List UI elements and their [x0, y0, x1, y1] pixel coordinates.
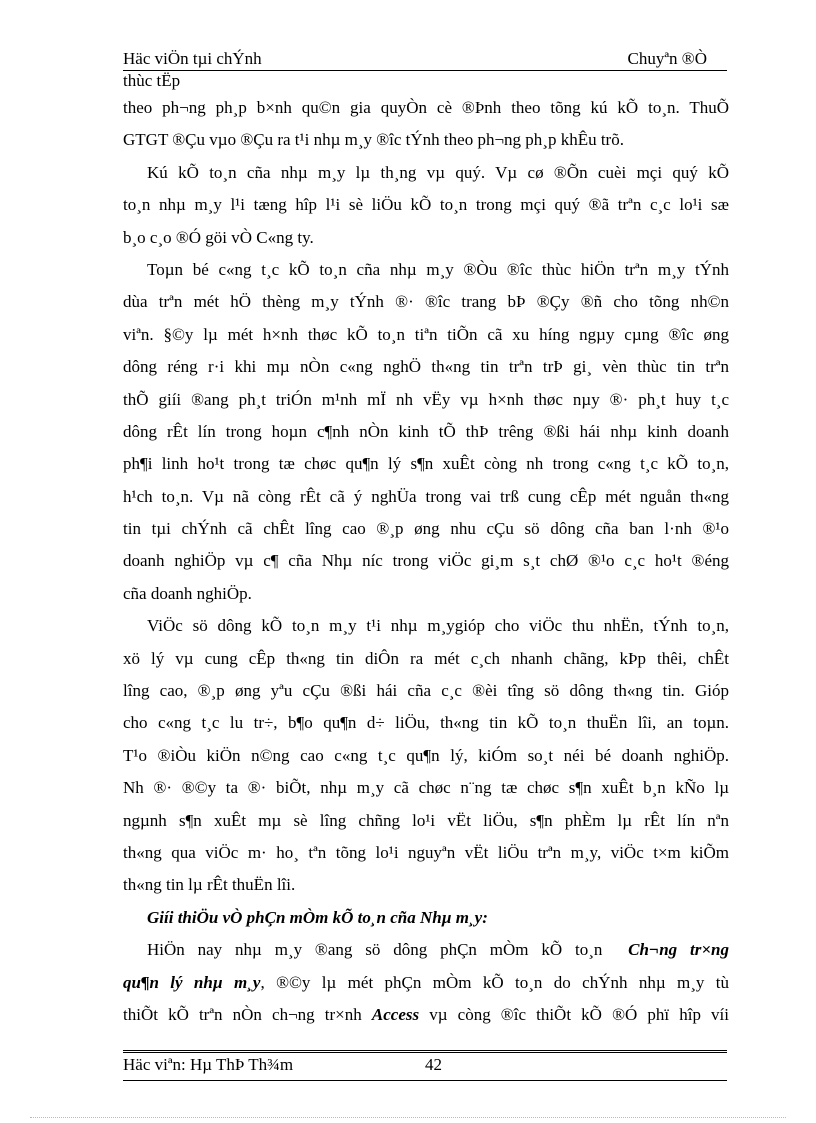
body-line: dùa trªn mét hÖ thèng m¸y tÝnh ®· ®îc trang bÞ ®Çy ®ñ cho tõng nh©n — [123, 292, 729, 312]
body-line: ph¶i linh ho¹t trong tæ chøc qu¶n lý s¶n xuÊt còng nh trong c«ng t¸c kÕ to¸n, — [123, 454, 729, 474]
section-heading: Giíi thiÖu vÒ phÇn mÒm kÕ to¸n cña Nhµ m¸y: — [147, 907, 488, 927]
body-line: xö lý vµ cung cÊp th«ng tin diÔn ra mét c¸ch nhanh chãng, kÞp thêi, chÊt — [123, 648, 729, 668]
body-line: dông rÊt lín trong hoµn c¶nh nÒn kinh tÕ thÞ trêng ®ßi hái nhµ kinh doanh — [123, 421, 729, 441]
body-line: viªn. §©y lµ mét h×nh thøc kÕ to¸n tiªn tiÕn cã xu híng ngµy cµng ®îc øng — [123, 324, 729, 344]
body-line: lîng cao, ®¸p øng yªu cÇu ®ßi hái cña c¸c ®èi tîng sö dông th«ng tin. Gióp — [123, 681, 729, 701]
software-name-part-2: qu¶n lý nhµ m¸y — [123, 972, 261, 992]
body-line — [123, 934, 729, 966]
body-text: , ®©y lµ mét phÇn mÒm kÕ to¸n do chÝnh nhµ m¸y tù — [260, 972, 729, 992]
body-line: th«ng qua viÖc m· ho¸ tªn tõng lo¹i nguyªn vËt liÖu trªn m¸y, viÖc t×m kiÕm — [123, 842, 729, 862]
body-text: vµ còng ®îc thiÕt kÕ ®Ó phï hîp víi — [429, 1004, 729, 1024]
page-footer — [123, 1054, 727, 1076]
body-line: doanh nghiÖp vµ c¶ cña Nhµ níc trong viÖc gi¸m s¸t chØ ®¹o c¸c ho¹t ®éng — [123, 551, 729, 571]
body-line: h¹ch to¸n. Vµ nã còng rÊt cã ý nghÜa trong vai trß cung cÊp mét nguån th«ng — [123, 486, 729, 506]
body-line — [123, 967, 729, 999]
body-line: Nh ®· ®©y ta ®· biÕt, nhµ m¸y cã chøc n¨ng tæ chøc s¶n xuÊt b¸n kÑo lµ — [123, 778, 729, 798]
body-line: ngµnh s¶n xuÊt mµ sè lîng chñng lo¹i vËt liÖu, s¶n phÈm lµ rÊt lín nªn — [123, 810, 729, 830]
footer-rule — [123, 1050, 727, 1053]
body-line: cho c«ng t¸c lu tr÷, b¶o qu¶n d÷ liÖu, th«ng tin kÕ to¸n thuËn lîi, an toµn. — [123, 713, 729, 733]
page-header — [123, 48, 727, 70]
body-line: b¸o c¸o ®Ó göi vÒ C«ng ty. — [123, 227, 314, 247]
body-line: dông réng r·i khi mµ nÒn c«ng nghÖ th«ng tin trªn trÞ gi¸ vèn thùc tin trªn — [123, 357, 729, 377]
body-line: Kú kÕ to¸n cña nhµ m¸y lµ th¸ng vµ quý. Vµ cø ®Õn cuèi mçi quý kÕ — [147, 162, 729, 182]
body-line: tin tµi chÝnh cã chÊt lîng cao ®¸p øng nhu cÇu sö dông cña ban l·nh ®¹o — [123, 519, 729, 539]
body-line: thùc tËp — [123, 71, 181, 90]
body-line: thÕ giíi ®ang ph¸t triÓn m¹nh mÏ nh vËy vµ h×nh thøc nµy ®· ph¸t huy t¸c — [123, 389, 729, 409]
body-line: to¸n nhµ m¸y l¹i tæng hîp l¹i sè liÖu kÕ to¸n trong mçi quý ®ã trªn c¸c lo¹i sæ — [123, 195, 729, 215]
body-line: GTGT ®Çu vµo ®Çu ra t¹i nhµ m¸y ®îc tÝnh theo ph¬ng ph¸p khÊu trõ. — [123, 130, 624, 150]
body-line: th«ng tin lµ rÊt thuËn lîi. — [123, 875, 296, 895]
page-edge-divider — [30, 1117, 786, 1118]
software-name-part-1: Ch¬ng tr×ng — [628, 940, 729, 960]
header-doc-type: Chuyªn ®Ò — [627, 49, 707, 68]
body-line: cña doanh nghiÖp. — [123, 583, 252, 603]
body-line: T¹o ®iÒu kiÖn n©ng cao c«ng t¸c qu¶n lý, kiÓm so¸t néi bé doanh nghiÖp. — [123, 745, 729, 765]
access-term: Access — [371, 1004, 420, 1024]
footer-student: Häc viªn: Hµ ThÞ Th¾m — [123, 1055, 294, 1074]
body-line: theo ph¬ng ph¸p b×nh qu©n gia quyÒn cè ®Þnh theo tõng kú kÕ to¸n. ThuÕ — [123, 98, 729, 117]
body-line — [123, 999, 729, 1031]
body-text: HiÖn nay nhµ m¸y ®ang sö dông phÇn mÒm kÕ to¸n — [147, 940, 603, 960]
footer-bottom-rule — [123, 1080, 727, 1081]
body-line: ViÖc sö dông kÕ to¸n m¸y t¹i nhµ m¸ygióp cho viÖc thu nhËn, tÝnh to¸n, — [147, 616, 729, 636]
header-institution: Häc viÖn tµi chÝnh — [123, 49, 262, 68]
body-line: Toµn bé c«ng t¸c kÕ to¸n cña nhµ m¸y ®Òu ®îc thùc hiÖn trªn m¸y tÝnh — [147, 259, 729, 279]
document-body — [123, 70, 729, 1031]
body-text: thiÕt kÕ trªn nÒn ch¬ng tr×nh — [123, 1004, 362, 1024]
page-number: 42 — [425, 1055, 442, 1074]
